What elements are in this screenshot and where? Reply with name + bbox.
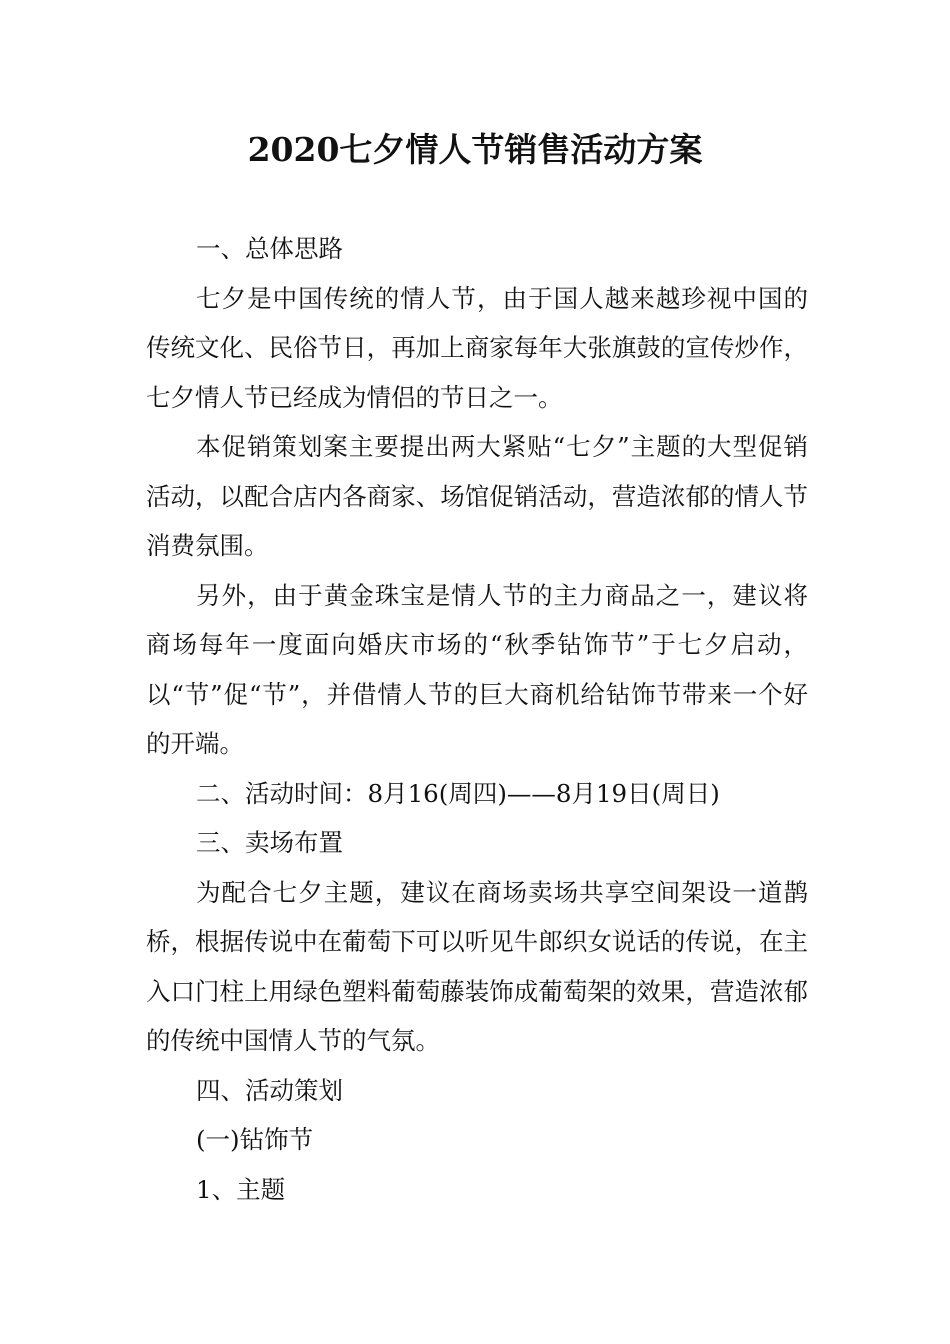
paragraph-jewelry-festival: 另外，由于黄金珠宝是情人节的主力商品之一，建议将商场每年一度面向婚庆市场的“秋季钻饰节”于七夕启动，以“节”促“节”，并借情人节的巨大商机给钻饰节带来一个好的开端。	[146, 580, 808, 758]
section-heading-activities: 四、活动策划	[196, 1075, 343, 1105]
paragraph-promotion-plan: 本促销策划案主要提出两大紧贴“七夕”主题的大型促销活动，以配合店内各商家、场馆促销活动，营造浓郁的情人节消费氛围。	[146, 432, 808, 560]
paragraph-qixi-intro: 七夕是中国传统的情人节，由于国人越来越珍视中国的传统文化、民俗节日，再加上商家每年大张旗鼓的宣传炒作，七夕情人节已经成为情侣的节日之一。	[146, 283, 808, 412]
section-heading-time: 二、活动时间：8月16(周四)——8月19日(周日)	[196, 778, 720, 808]
subsection-heading-jewelry: (一)钻饰节	[196, 1125, 314, 1154]
document-title: 2020七夕情人节销售活动方案	[247, 130, 703, 169]
item-heading-theme: 1、主题	[196, 1174, 286, 1204]
section-heading-overall: 一、总体思路	[196, 234, 343, 263]
paragraph-layout-details: 为配合七夕主题，建议在商场卖场共享空间架设一道鹊桥，根据传说中在葡萄下可以听见牛郎织女说话的传说，在主入口门柱上用绿色塑料葡萄藤装饰成葡萄架的效果，营造浓郁的传统中国情人节的气氛。	[146, 877, 808, 1055]
document-body	[146, 224, 808, 1214]
section-heading-layout: 三、卖场布置	[196, 828, 343, 857]
